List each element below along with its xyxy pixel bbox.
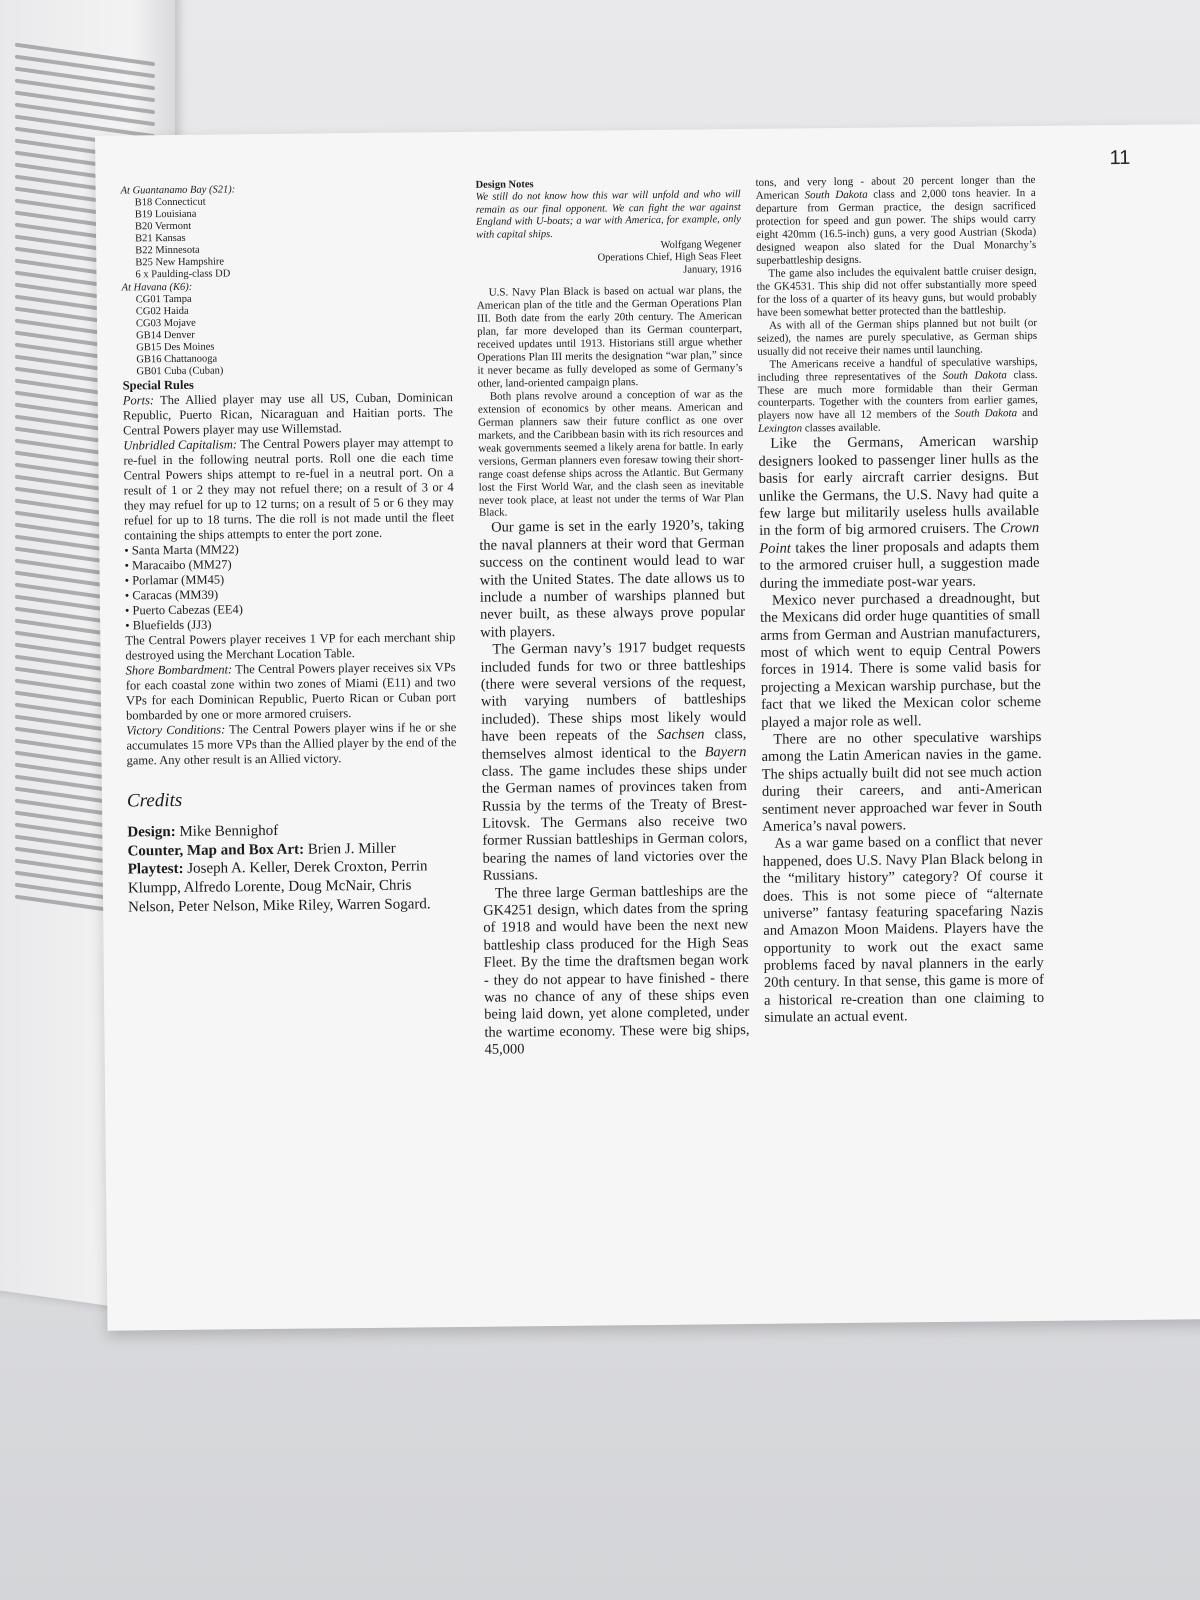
text-run: classes available. xyxy=(802,421,881,435)
victory-text: The Central Powers player wins if he or she accumulates 15 more VPs than the Allied player by the end of the game. Any other result is an Allied victory. xyxy=(126,720,457,768)
shore-label: Shore Bombardment: xyxy=(125,662,233,678)
paragraph: Both plans revolve around a conception of war as the extension of economics by other means. American and German planners saw their future conflict as one over markets, and the Caribbean basin with its rich resources and weak governments seemed a likely arena for battle. In early versions, German planners even foresaw towing their short-range coast defense ships across the Atlantic. But Germany lost the First World War, and the clash seen as inevitable never took place, at least not under the terms of War Plan Black. xyxy=(477,387,744,520)
unit-item: B20 Vermont xyxy=(134,220,192,233)
port-item: • Bluefields (JJ3) xyxy=(125,617,212,633)
special-rules-heading: Special Rules xyxy=(122,377,194,393)
signature-title: Operations Chief, High Seas Fleet xyxy=(597,251,742,264)
column-middle xyxy=(476,177,750,1059)
havana-unit-list xyxy=(122,291,453,379)
text-run: class, themselves almost identical to the xyxy=(481,726,747,763)
unit-item: CG01 Tampa xyxy=(135,293,192,305)
design-label: Design: xyxy=(127,823,176,841)
unit-item: GB01 Cuba (Cuban) xyxy=(136,365,224,378)
paragraph: As with all of the German ships planned but not built (or seized), the names are purely speculative, as German ships usually did not receive their names until launching. xyxy=(757,316,1038,358)
shore-text: The Central Powers player receives six VPs for each coastal zone within two zones of Miami (E11) and two VPs for each Dominican Republic, Puerto Rican or Cuban port bombarded by one or more armored cruisers. xyxy=(125,660,457,723)
capitalism-rule xyxy=(123,435,454,543)
ship-class-name: South Dakota xyxy=(942,368,1007,382)
text-run: tons, and very long - about 20 percent longer than the American xyxy=(755,173,1036,202)
shore-bombardment-rule xyxy=(126,660,457,723)
vp-rule: The Central Powers player receives 1 VP for each merchant ship destroyed using the Merchant Location Table. xyxy=(125,630,456,663)
paragraph: Our game is set in the early 1920’s, taking the naval planners at their word that German success on the continent would lead to war with the United States. The date allows us to include a number of warships planned but never built, as these always prove popular with players. xyxy=(479,517,746,641)
ship-class-name: South Dakota xyxy=(954,407,1018,421)
unit-item: 6 x Paulding-class DD xyxy=(135,268,231,281)
design-notes-title: Design Notes xyxy=(475,179,534,191)
port-item: • Puerto Cabezas (EE4) xyxy=(124,602,243,618)
document-page xyxy=(95,124,1200,1331)
unit-item: B22 Minnesota xyxy=(135,245,200,257)
credits-section xyxy=(127,787,458,917)
quote-signature xyxy=(476,239,741,279)
paragraph: The game also includes the equivalent battle cruiser design, the GK4531. This ship did not offer substantially more speed for the loss of a quarter of its heavy guns, but would probably have been somewhat better protected than the battleship. xyxy=(756,264,1037,319)
paragraph: The three large German battleships are the GK4251 design, which dates from the spring of 1918 and would have been the next new battleship class produced for the High Seas Fleet. By the time the draftsmen began work - they do not appear to have finished - there was no chance of any of these ships even being laid down, yet alone completed, under the wartime economy. These were big ships, 45,000 xyxy=(483,882,750,1058)
havana-label: At Havana (K6): xyxy=(121,281,193,294)
neutral-port-list xyxy=(124,540,455,633)
unit-item: B21 Kansas xyxy=(135,233,186,245)
large-text-block xyxy=(479,517,750,1059)
ship-class-name: Bayern xyxy=(704,743,747,760)
paragraph: As a war game based on a conflict that never happened, does U.S. Navy Plan Black belong in the “military history” category? Of course it does. This is not some piece of “alternate universe” fantasy featuring spacefaring Nazis and Amazon Moon Maidens. Players have the opportunity to work out the exact same problems faced by naval planners in the early 20th century. In that sense, this game is more of a historical re-creation than one claiming to simulate an actual event. xyxy=(762,833,1045,1027)
port-item: • Caracas (MM39) xyxy=(124,587,219,603)
port-item: • Santa Marta (MM22) xyxy=(124,542,239,558)
unit-item: CG02 Haida xyxy=(135,305,189,317)
signature-name: Wolfgang Wegener xyxy=(660,238,742,251)
paragraph xyxy=(480,639,748,885)
ship-class-name: Lexington xyxy=(758,422,803,436)
port-item: • Porlamar (MM45) xyxy=(124,572,225,588)
column-right xyxy=(755,174,1044,1028)
text-run: Like the Germans, American warship designers looked to passenger liner hulls as the basis for early aircraft carrier designs. But unlike the Germans, the U.S. Navy had quite a few large but militarily useless hulls available in the form of big armored cruisers. The xyxy=(758,433,1040,540)
paragraph: There are no other speculative warships among the Latin American navies in the game. The ships actually built did not see much action during their careers, and anti-American sentiment never approached war fever in South America’s naval powers. xyxy=(761,728,1043,835)
ports-label: Ports: xyxy=(122,393,155,408)
text-run: The German navy’s 1917 budget requests included funds for two or three battleships (there were several versions of the request, with varying numbers of battleships included). These ships most likely would have been repeats of the xyxy=(480,639,747,745)
playtest-value: Joseph A. Keller, Derek Croxton, Perrin Klumpp, Alfredo Lorente, Doug McNair, Chris Nelson, Peter Nelson, Mike Riley, Warren Sogard. xyxy=(127,858,431,916)
capitalism-text: The Central Powers player may attempt to re-fuel in the following neutral ports. Roll one die each time Central Powers ships attempt to re-fuel in a neutral port. On a result of 1 or 2 they may not refuel there; on a result of 3 or 4 they may refuel for up to 12 turns; on a result of 5 or 6 they may refuel for up to 18 turns. The die roll is not made until the fleet containing the ships attempts to enter the port zone. xyxy=(123,435,455,543)
credits-heading: Credits xyxy=(126,789,183,812)
playtest-label: Playtest: xyxy=(127,861,184,878)
text-run: class. The game includes these ships under the German names of provinces taken from Russia by the terms of the Treaty of Brest-Litovsk. The Germans also receive two former Russian battleships in German colors, bearing the names of land victories over the Russians. xyxy=(481,760,748,885)
unit-item: GB14 Denver xyxy=(136,329,195,342)
art-value: Brien J. Miller xyxy=(303,840,396,858)
unit-item: B18 Connecticut xyxy=(134,196,206,209)
unit-item: GB16 Chattanooga xyxy=(136,353,218,366)
text-run: takes the liner proposals and adapts them to the armored cruiser hull, a suggestion made during the immediate post-war years. xyxy=(759,537,1040,592)
paragraph: Mexico never purchased a dreadnought, but the Mexicans did order huge quantities of small arms from German and Austrian manufacturers, most of which went to equip Central Powers forces in 1914. There is some valid basis for projecting a Mexican warship purchase, but the fact that we liked the Mexican color scheme played a major role as well. xyxy=(760,589,1042,731)
art-label: Counter, Map and Box Art: xyxy=(127,841,305,860)
ship-class-name: South Dakota xyxy=(804,188,868,202)
paragraph xyxy=(755,174,1036,268)
column-left xyxy=(121,182,459,917)
design-notes-quote: We still do not know how this war will unfold and who will remain as our final opponent. We can fight the war against England with U-boats; a war with America, for example, only with capital ships. xyxy=(475,189,742,241)
ship-name: Crown Point xyxy=(759,520,1040,557)
ports-text: The Allied player may use all US, Cuban, Dominican Republic, Puerto Rican, Nicaraguan and Haitian ports. The Central Powers player may use Willemstad. xyxy=(122,390,454,438)
paragraph xyxy=(758,433,1040,592)
capitalism-label: Unbridled Capitalism: xyxy=(123,437,238,453)
ship-class-name: Sachsen xyxy=(656,726,705,744)
paragraph xyxy=(757,355,1038,436)
guantanamo-label: At Guantanamo Bay (S21): xyxy=(120,184,236,197)
ports-rule xyxy=(123,390,453,438)
unit-item: B19 Louisiana xyxy=(134,208,197,221)
unit-item: CG03 Mojave xyxy=(135,317,196,330)
text-run: The Americans receive a handful of speculative warships, including three representatives of the xyxy=(757,355,1038,384)
victory-label: Victory Conditions: xyxy=(126,722,226,738)
signature-date: January, 1916 xyxy=(683,263,742,276)
guantanamo-unit-list xyxy=(121,194,452,282)
paragraph: U.S. Navy Plan Black is based on actual war plans, the American plan of the title and the German Operations Plan III. Both date from the early 20th century. The American plan, far more developed than its German counterpart, received updates until 1913. Historians still argue whether Operations Plan III merits the designation “war plan,” since it never became as fully developed as some of Germany’s other, land-oriented campaign plans. xyxy=(476,284,743,390)
page-number: 11 xyxy=(1109,146,1131,170)
large-text-block xyxy=(758,433,1044,1027)
port-item: • Maracaibo (MM27) xyxy=(124,557,232,573)
credit-playtest xyxy=(128,857,459,917)
unit-item: B25 New Hampshire xyxy=(135,256,225,269)
text-run: class. These are much more formidable than their German counterparts. Together with the counters from earlier games, players now have all 12 members of the xyxy=(757,368,1038,423)
text-run: and xyxy=(1017,407,1039,420)
unit-item: GB15 Des Moines xyxy=(136,341,215,354)
design-value: Mike Bennighof xyxy=(175,822,279,840)
text-run: class and 2,000 tons heavier. In a departure from German practice, the design sacrificed protection for speed and gun power. The ships would carry eight 420mm (16.5-inch) guns, a very good Austrian (Skoda) designed weapon also slated for the Dual Monarchy’s superbattleship designs. xyxy=(755,186,1037,267)
victory-conditions-rule xyxy=(126,720,456,768)
